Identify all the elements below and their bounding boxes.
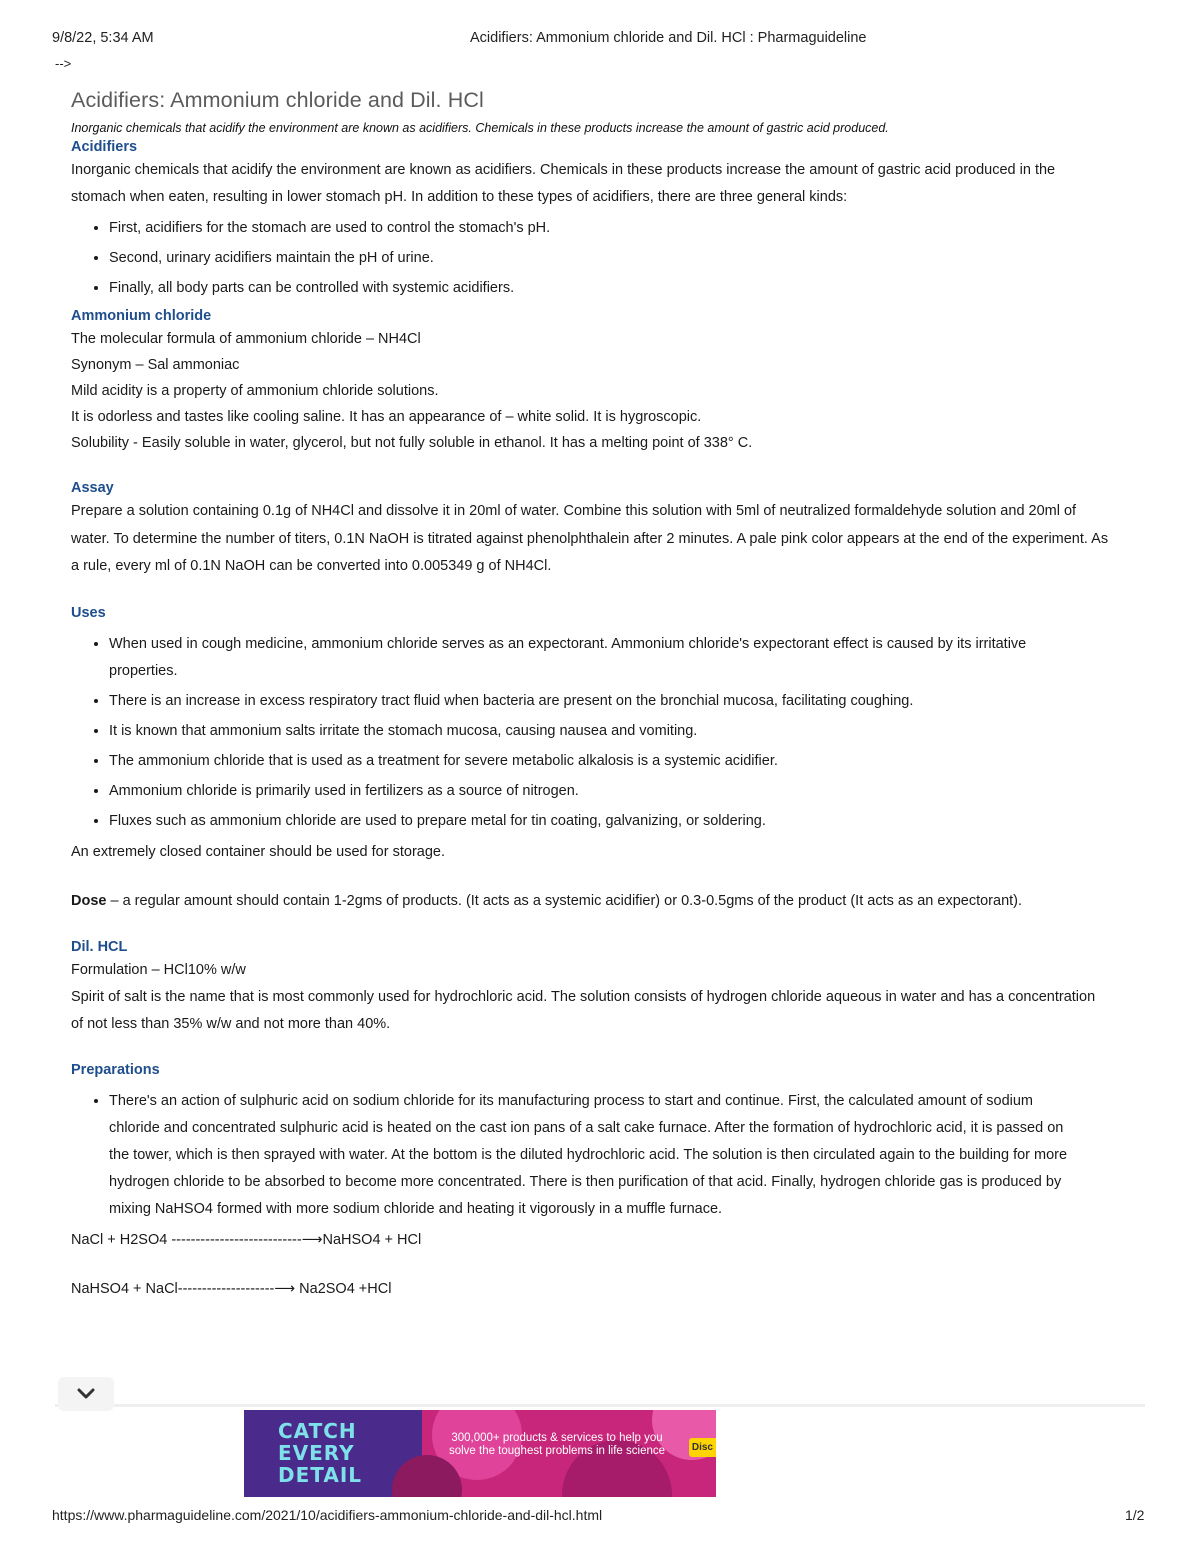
print-page-title: Acidifiers: Ammonium chloride and Dil. HCl : Pharmaguideline [470, 30, 867, 46]
ad-headline: CATCH EVERY DETAIL [278, 1419, 363, 1487]
list-item: • Second, urinary acidifiers maintain the pH of urine. [109, 245, 1111, 272]
acidifier-kinds-list [71, 215, 1111, 302]
dil-hcl-text: Spirit of salt is the name that is most commonly used for hydrochloric acid. The solution consists of hydrogen chloride aqueous in water and has a concentration of not less than 35% w/w and not more than 40%. [71, 988, 1096, 1032]
print-date: 9/8/22, 5:34 AM [52, 30, 154, 46]
preparations-list [71, 1088, 1111, 1223]
storage-text: An extremely closed container should be used for storage. [71, 843, 445, 860]
heading-acidifiers: Acidifiers [71, 139, 138, 155]
advertisement-banner[interactable] [244, 1410, 716, 1497]
list-item: • First, acidifiers for the stomach are used to control the stomach's pH. [109, 215, 1111, 242]
dose-paragraph [71, 888, 1111, 915]
equation-2: NaHSO4 + NaCl--------------------⟶ Na2SO4 +HCl [71, 1280, 392, 1297]
chevron-down-icon [77, 1388, 95, 1400]
ammonium-line: The molecular formula of ammonium chloride – NH4Cl [71, 331, 421, 347]
list-item: • Ammonium chloride is primarily used in fertilizers as a source of nitrogen. [109, 778, 1111, 805]
heading-preparations: Preparations [71, 1061, 160, 1078]
stray-marker: --> [55, 56, 72, 71]
expand-button[interactable] [58, 1377, 114, 1411]
list-item: • Finally, all body parts can be controlled with systemic acidifiers. [109, 275, 1111, 302]
ammonium-line: Solubility - Easily soluble in water, glycerol, but not fully soluble in ethanol. It has a melting point of 338° C. [71, 435, 753, 451]
ad-cta-button[interactable]: Disc [689, 1438, 716, 1457]
uses-list [71, 631, 1111, 835]
page-number: 1/2 [1125, 1507, 1145, 1523]
print-url: https://www.pharmaguideline.com/2021/10/acidifiers-ammonium-chloride-and-dil-hcl.html [52, 1507, 603, 1523]
article [71, 88, 1111, 1303]
ammonium-line: Synonym – Sal ammoniac [71, 357, 240, 373]
heading-assay: Assay [71, 480, 114, 496]
list-item: • The ammonium chloride that is used as a treatment for severe metabolic alkalosis is a systemic acidifier. [109, 748, 1111, 775]
ammonium-line: Mild acidity is a property of ammonium chloride solutions. [71, 383, 439, 399]
article-intro: Inorganic chemicals that acidify the environment are known as acidifiers. Chemicals in these products increase the amount of gastric acid produced. [71, 121, 889, 135]
heading-uses: Uses [71, 604, 106, 621]
list-item: • There is an increase in excess respiratory tract fluid when bacteria are present on the bronchial mucosa, facilitating coughing. [109, 688, 1111, 715]
assay-text: Prepare a solution containing 0.1g of NH4Cl and dissolve it in 20ml of water. Combine this solution with 5ml of neutralized formaldehyde solution and 20ml of water. To determine the number of titers, 0.1N NaOH is titrated against phenolphthalein after 2 minutes. A pale pink color appears at the end of the experiment. As a rule, every ml of 0.1N NaOH can be converted into 0.005349 g of NH4Cl. [71, 503, 1109, 574]
dose-label: Dose [71, 892, 107, 909]
list-item: • When used in cough medicine, ammonium chloride serves as an expectorant. Ammonium chloride's expectorant effect is caused by its irritative properties. [109, 631, 1111, 685]
article-title: Acidifiers: Ammonium chloride and Dil. HCl [71, 88, 484, 112]
dil-hcl-formulation: Formulation – HCl10% w/w [71, 961, 246, 978]
list-item: • It is known that ammonium salts irritate the stomach mucosa, causing nausea and vomiting. [109, 718, 1111, 745]
list-item: • There's an action of sulphuric acid on sodium chloride for its manufacturing process to start and continue. First, the calculated amount of sodium chloride and concentrated sulphuric acid is heated on the cast ion pans of a salt cake furnace. After the formation of hydrochloric acid, it is passed on the tower, which is then sprayed with water. At the bottom is the diluted hydrochloric acid. The solution is then circulated again to the building for more hydrogen chloride to be absorbed to become more concentrated. There is then purification of that acid. Finally, hydrogen chloride gas is produced by mixing NaHSO4 formed with more sodium chloride and heating it vigorously in a muffle furnace. [109, 1088, 1111, 1223]
ammonium-line: It is odorless and tastes like cooling saline. It has an appearance of – white solid. It is hygroscopic. [71, 409, 702, 425]
heading-dil-hcl: Dil. HCL [71, 938, 128, 955]
list-item: • Fluxes such as ammonium chloride are used to prepare metal for tin coating, galvanizing, or soldering. [109, 808, 1111, 835]
acidifiers-text: Inorganic chemicals that acidify the environment are known as acidifiers. Chemicals in these products increase the amount of gastric acid produced in the stomach when eaten, resulting in lower stomach pH. In addition to these types of acidifiers, there are three general kinds: [71, 162, 1056, 205]
equation-1: NaCl + H2SO4 ---------------------------⟶NaHSO4 + HCl [71, 1231, 422, 1248]
ad-body: 300,000+ products & services to help you solve the toughest problems in life science [448, 1432, 666, 1457]
heading-ammonium-chloride: Ammonium chloride [71, 308, 212, 324]
divider [55, 1404, 1145, 1407]
dose-text: – a regular amount should contain 1-2gms of products. (It acts as a systemic acidifier) or 0.3-0.5gms of the product (It acts as an expectorant). [106, 892, 1023, 909]
